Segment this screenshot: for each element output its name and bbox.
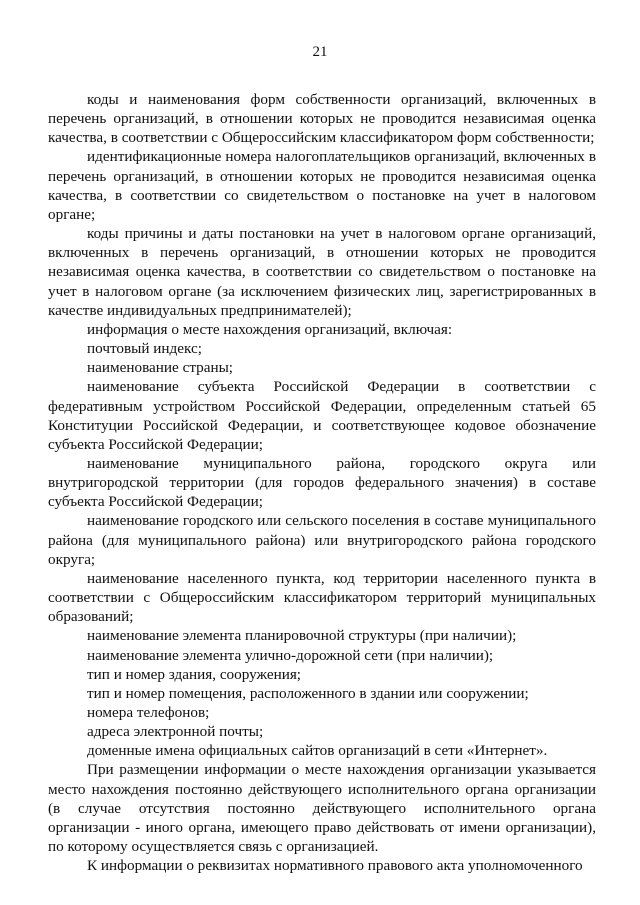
paragraph-emails: адреса электронной почты; [87, 723, 264, 741]
paragraph-premises: тип и номер помещения, расположенного в здании или сооружении; [87, 684, 529, 702]
paragraph-location-note: При размещении информации о месте нахождения организации указывается место нахождения постоянно действующего исполнительного органа организации (в случае отсутствия постоянно действующего исполнительного органа организации - иного органа, имеющего право действовать от имени организации), по которому осуществляется связь с организацией. [48, 761, 596, 856]
paragraph-tax-ids: идентификационные номера налогоплательщиков организаций, включенных в перечень организаций, в отношении которых не проводится независимая оценка качества, в соответствии со свидетельством о постановке на учет в налоговом органе; [48, 148, 596, 223]
paragraph-location-info: информация о месте нахождения организаций, включая: [87, 320, 453, 338]
paragraph-phones: номера телефонов; [87, 704, 210, 721]
paragraph-legal-act-details: К информации о реквизитах нормативного правового акта уполномоченного [87, 857, 583, 875]
paragraph-planning-element: наименование элемента планировочной структуры (при наличии); [87, 627, 517, 645]
paragraph-registration-codes: коды причины и даты постановки на учет в налоговом органе организаций, включенных в перечень организаций, в отношении которых не проводится независимая оценка качества, в соответствии со свидетельством о постановке на учет в налоговом органе (за исключением физических лиц, зарегистрированных в качестве индивидуальных предпринимателей); [48, 225, 596, 319]
page-number: 21 [312, 44, 328, 60]
paragraph-domains: доменные имена официальных сайтов организаций в сети «Интернет». [87, 742, 548, 760]
paragraph-street-element: наименование элемента улично-дорожной сети (при наличии); [87, 646, 494, 664]
paragraph-building: тип и номер здания, сооружения; [87, 665, 302, 683]
paragraph-locality: наименование населенного пункта, код территории населенного пункта в соответствии с Общероссийским классификатором территорий муниципальных образований; [48, 569, 596, 626]
paragraph-ownership-codes: коды и наименования форм собственности организаций, включенных в перечень организаций, в отношении которых не проводится независимая оценка качества, в соответствии с Общероссийским классификатором форм собственности; [48, 91, 596, 147]
paragraph-settlement: наименование городского или сельского поселения в составе муниципального района (для муниципального района) или внутригородского района городского округа; [48, 512, 596, 568]
paragraph-country: наименование страны; [87, 359, 234, 377]
paragraph-municipal-district: наименование муниципального района, городского округа или внутригородской территории (для городов федерального значения) в составе субъекта Российской Федерации; [48, 454, 596, 511]
document-body [48, 90, 596, 875]
paragraph-federal-subject: наименование субъекта Российской Федерации в соответствии с федеративным устройством Российской Федерации, определенным статьей 65 Конституции Российской Федерации, и соответствующее кодовое обозначение субъекта Российской Федерации; [48, 378, 596, 453]
paragraph-postal-code: почтовый индекс; [87, 340, 202, 358]
